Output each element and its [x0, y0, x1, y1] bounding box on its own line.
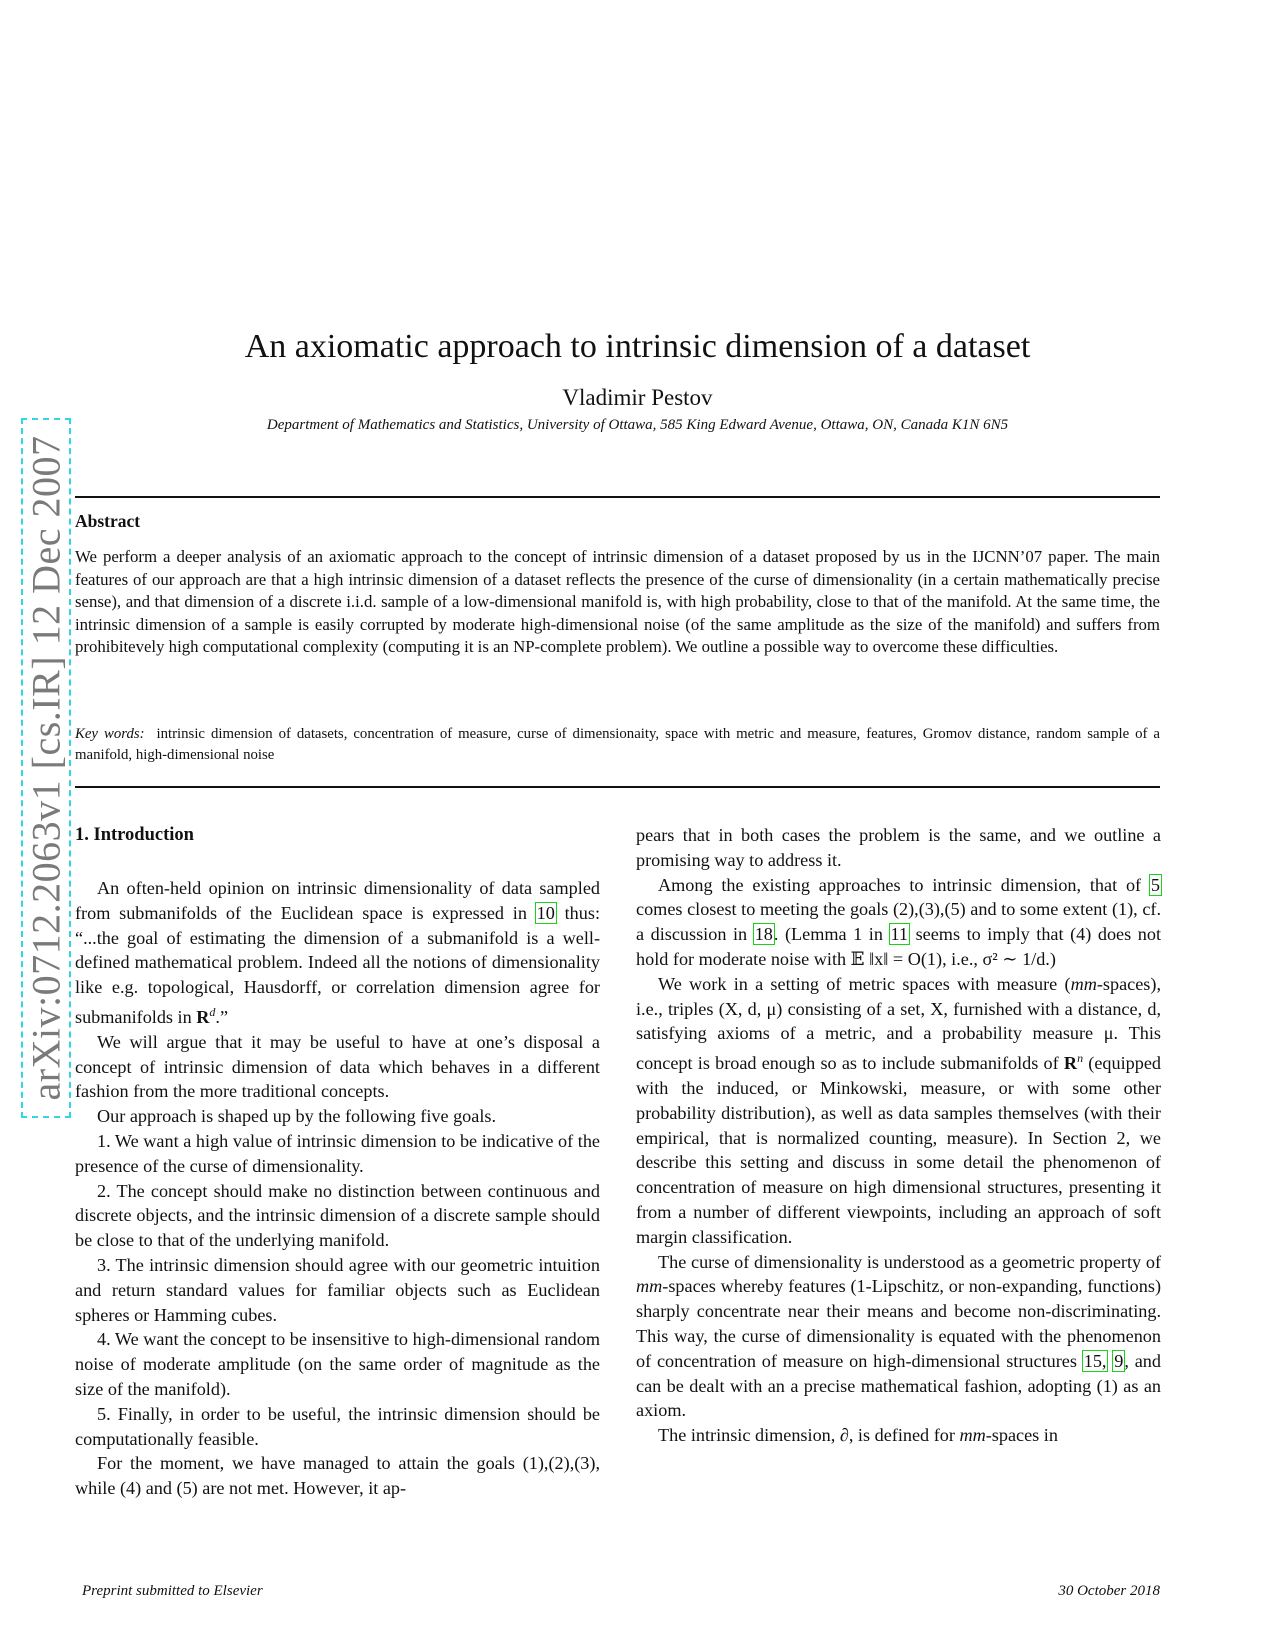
footer-preprint: Preprint submitted to Elsevier [82, 1583, 263, 1599]
paragraph: The curse of dimensionality is understood as a geometric property of mm-spaces whereby features (1-Lipschitz, or non-expanding, functions) sharply concentrate near their means and become non-discriminating. This way, the curse of dimensionality is equated with the phenomenon of concentration of measure on high-dimensional structures 15, 9, and can be dealt with an a precise mathematical fashion, adopting (1) as an axiom. [636, 1251, 1161, 1421]
keywords-text: intrinsic dimension of datasets, concentration of measure, curse of dimensionaity, space with metric and measure, features, Gromov distance, random sample of a manifold, high-dimensional noise [75, 726, 1161, 763]
paragraph: We work in a setting of metric spaces with measure (mm-spaces), i.e., triples (X, d, μ) consisting of a set, X, furnished with a distance, d, satisfying axioms of a metric, and a probability measure μ. This concept is broad enough so as to include submanifolds of $R^n$ (equipped with the induced, or Minkowski, measure, or with some other probability distribution), as well as data samples themselves (with their empirical, that is normalized counting, measure). In Section 2, we describe this setting and discuss in some detail the phenomenon of concentration of measure on high dimensional structures, presenting it from a number of different viewpoints, including an approach of soft margin classification. [636, 973, 1161, 1247]
keywords [75, 724, 1160, 766]
keywords-label: Key words: [75, 726, 145, 742]
author-name: Vladimir Pestov [562, 385, 713, 410]
paragraph: Among the existing approaches to intrinsic dimension, that of 5 comes closest to meeting the goals (2),(3),(5) and to some extent (1), cf. a discussion in 18. (Lemma 1 in 11 seems to imply that (4) does not hold for moderate noise with 𝔼 ‖x‖ = O(1), i.e., σ² ∼ 1/d.) [636, 874, 1161, 969]
abstract-bottom-rule [75, 786, 1160, 788]
paragraph: pears that in both cases the problem is the same, and we outline a promising way to address it. [636, 825, 1161, 870]
abstract-top-rule [75, 496, 1160, 498]
section-heading-introduction: 1. Introduction [75, 825, 194, 845]
right-column [636, 823, 1161, 1448]
paragraph: Our approach is shaped up by the following five goals. [97, 1106, 497, 1127]
arxiv-stamp-text: arXiv:0712.2063v1 [cs.IR] 12 Dec 2007 [23, 435, 69, 1101]
arxiv-stamp [21, 418, 71, 1118]
abstract-text: We perform a deeper analysis of an axiomatic approach to the concept of intrinsic dimension of a dataset proposed by us in the IJCNN’07 paper. The main features of our approach are that a high intrinsic dimension of a dataset reflects the presence of the curse of dimensionality (in a certain mathematically precise sense), and that dimension of a discrete i.i.d. sample of a low-dimensional manifold is, with high probability, close to that of the manifold. At the same time, the intrinsic dimension of a sample is easily corrupted by moderate high-dimensional noise (of the same amplitude as the size of the manifold) and suffers from prohibitevely high computational complexity (computing it is an NP-complete problem). We outline a possible way to overcome these difficulties. [75, 547, 1160, 657]
paragraph: For the moment, we have managed to attain the goals (1),(2),(3), while (4) and (5) are not met. However, it ap- [75, 1453, 600, 1499]
goal-item: 4. We want the concept to be insensitive to high-dimensional random noise of moderate amplitude (on the same order of magnitude as the size of the manifold). [75, 1329, 600, 1399]
paragraph: We will argue that it may be useful to have at one’s disposal a concept of intrinsic dimension of data which behaves in a different fashion from the more traditional concepts. [75, 1031, 600, 1102]
goal-item: 3. The intrinsic dimension should agree with our geometric intuition and return standard values for familiar objects such as Euclidean spheres or Hamming cubes. [75, 1255, 600, 1325]
citation-link[interactable]: 15, [1083, 1350, 1107, 1371]
footer-date: 30 October 2018 [1058, 1583, 1160, 1599]
goal-item: 1. We want a high value of intrinsic dimension to be indicative of the presence of the curse of dimensionality. [75, 1131, 600, 1176]
paragraph: An often-held opinion on intrinsic dimensionality of data sampled from submanifolds of the Euclidean space is expressed in 10 thus: “...the goal of estimating the dimension of a submanifold is a well-defined mathematical problem. Indeed all the notions of dimensionality like e.g. topological, Hausdorff, or correlation dimension agree for submanifolds in $R^d$.” [75, 878, 600, 1028]
citation-link[interactable]: 11 [890, 924, 909, 945]
author-affiliation: Department of Mathematics and Statistics, University of Ottawa, 585 King Edward Avenue, Ottawa, ON, Canada K1N 6N5 [266, 417, 1009, 433]
citation-link[interactable]: 9 [1114, 1350, 1124, 1371]
left-column [75, 823, 600, 1501]
paper-title: An axiomatic approach to intrinsic dimension of a dataset [244, 328, 1031, 365]
goal-item: 5. Finally, in order to be useful, the intrinsic dimension should be computationally feasible. [75, 1403, 600, 1449]
citation-link[interactable]: 18 [754, 924, 773, 945]
abstract-heading: Abstract [75, 511, 141, 531]
citation-link[interactable]: 10 [536, 902, 555, 923]
paragraph: The intrinsic dimension, ∂, is defined for mm-spaces in [658, 1425, 1058, 1446]
citation-link[interactable]: 5 [1150, 874, 1160, 895]
goal-item: 2. The concept should make no distinction between continuous and discrete objects, and the intrinsic dimension of a discrete sample should be close to that of the underlying manifold. [75, 1180, 600, 1251]
